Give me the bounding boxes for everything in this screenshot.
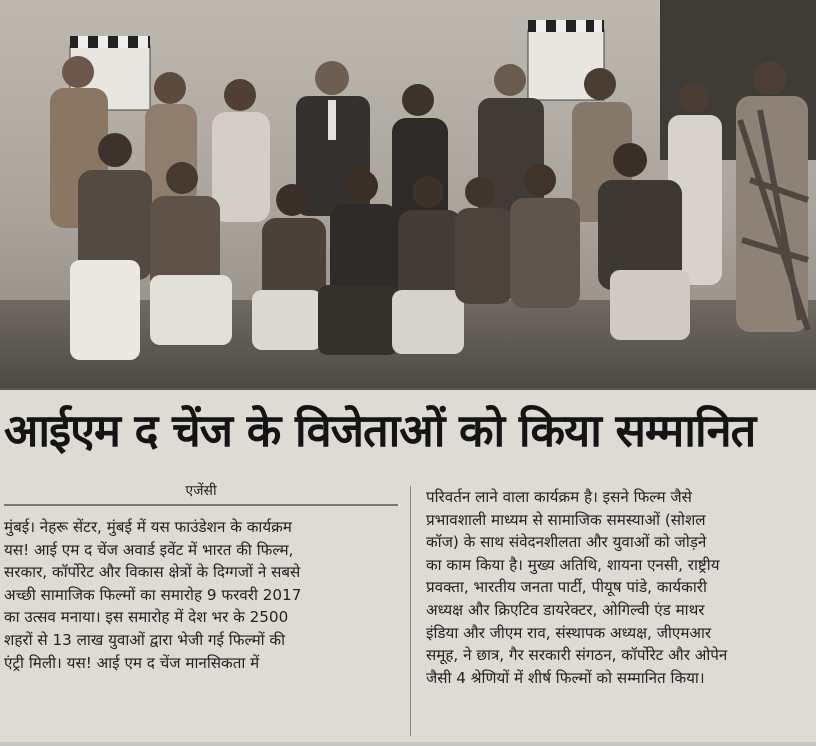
article-line: अच्छी सामाजिक फिल्मों का समारोह 9 फरवरी 2017	[4, 585, 302, 604]
article-line: समूह, ने छात्र, गैर सरकारी संगठन, कॉर्पोरेट और ओपेन	[426, 646, 728, 665]
article-line: का उत्सव मनाया। इस समारोह में देश भर के 2500	[4, 608, 289, 627]
byline: एजेंसी	[4, 478, 398, 506]
article-line: प्रभावशाली माध्यम से सामाजिक समस्याओं (सोशल	[426, 510, 706, 529]
article-line: प्रवक्ता, भारतीय जनता पार्टी, पीयूष पांडे, कार्यकारी	[426, 578, 707, 597]
column-divider	[410, 486, 411, 736]
article-line: एंट्री मिली। यस! आई एम द चेंज मानसिकता में	[4, 653, 260, 672]
article-line: सरकार, कॉर्पोरेट और विकास क्षेत्रों के दिग्गजों ने सबसे	[4, 563, 301, 582]
article-column-left	[4, 478, 398, 674]
bottom-edge	[0, 742, 816, 746]
article-line: जैसी 4 श्रेणियों में शीर्ष फिल्मों को सम्मानित किया।	[426, 668, 705, 687]
article-line: इंडिया और जीएम राव, संस्थापक अध्यक्ष, जीएमआर	[426, 623, 712, 642]
article-line: शहरों से 13 लाख युवाओं द्वारा भेजी गई फिल्मों की	[4, 630, 286, 649]
article-line: मुंबई। नेहरू सेंटर, मुंबई में यस फाउंडेशन के कार्यक्रम	[4, 518, 292, 536]
article-line: कॉज) के साथ संवेदनशीलता और युवाओं को जोड़ने	[426, 533, 707, 552]
headline: आईएम द चेंज के विजेताओं को किया सम्मानित	[4, 404, 756, 457]
article-column-right	[426, 486, 816, 689]
article-line: परिवर्तन लाने वाला कार्यक्रम है। इसने फिल्म जैसे	[426, 488, 692, 506]
article-line: यस! आई एम द चेंज अवार्ड इवेंट में भारत की फिल्म,	[4, 540, 294, 559]
article-line: का काम किया है। मुख्य अतिथि, शायना एनसी, राष्ट्रीय	[426, 555, 720, 574]
article-line: अध्यक्ष और क्रिएटिव डायरेक्टर, ओगिल्वी एंड माथर	[426, 600, 705, 619]
